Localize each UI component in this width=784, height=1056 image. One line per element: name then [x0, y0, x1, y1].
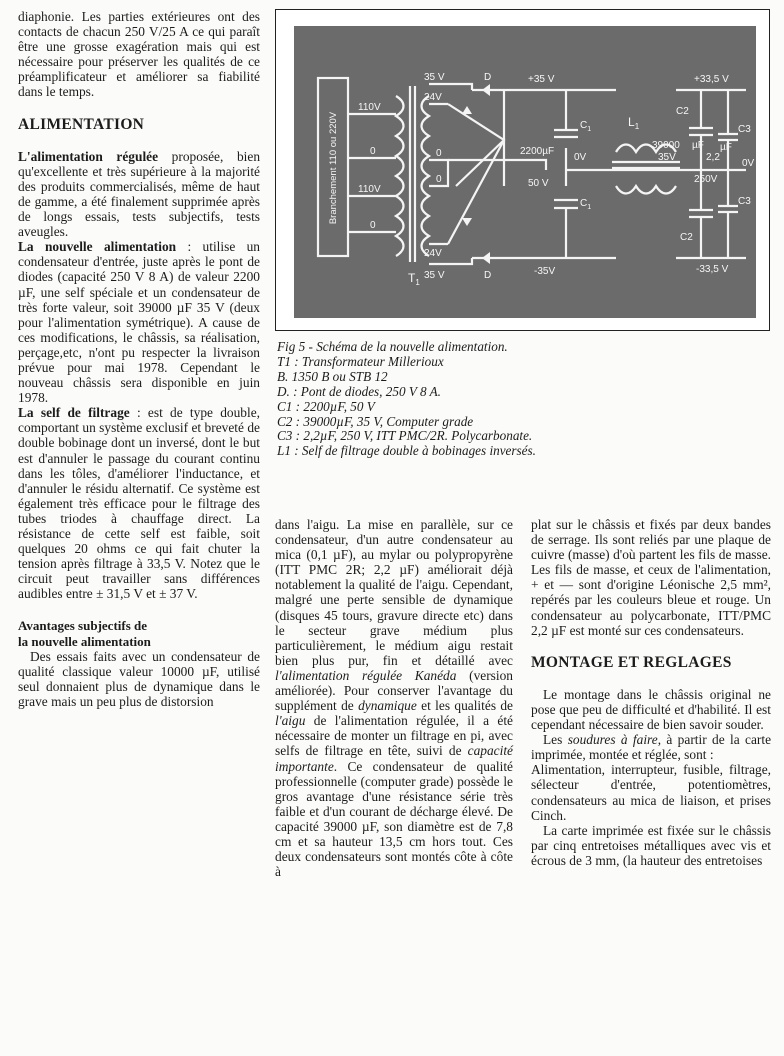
schematic-drawing [276, 10, 768, 329]
power-supply-schematic [275, 9, 770, 331]
label-35v: 35V [658, 152, 676, 163]
legend-line: C2 : 39000µF, 35 V, Computer grade [277, 413, 474, 429]
legend-title: Fig 5 - Schéma de la nouvelle alimentation. [277, 339, 508, 354]
label-0v: 0V [574, 152, 587, 163]
label-diode: D [484, 270, 492, 281]
sub-heading: Avantages subjectifs de la nouvelle alimentation [18, 618, 151, 649]
section-heading-alimentation: ALIMENTATION [18, 115, 145, 133]
text-column-right [531, 517, 771, 868]
paragraph: dans l'aigu. La mise en parallèle, sur ce condensateur, d'un autre condensateur au mica (0,1 µF), au mylar ou polypropyrène (ITT PMC 2R; 2,2 µF) améliorait déjà notablement la qualité de l'aigu. Cependant, malgré une perte sensible de dynamique (disques 45 tours, gravure directe etc) dans le secteur grave médium plus particulièrement, le médium aigu restait bien plus pur, fin et détaillé avec l'alimentation régulée Kanéda (version améliorée). Pour conserver l'avantage du supplément de dynamique et les qualités de l'aigu de l'alimentation régulée, il a été nécessaire de monter un filtrage en pi, avec selfs de filtrage en tête, suivi de capacité importante. Ce condensateur de qualité professionnelle (computer grade) possède le gros avantage d'une résistance série très faible et d'un courant de décharge élevé. De capacité 39000 µF, son diamètre est de 7,8 cm et sa hauteur 13,5 cm hors tout. Ces deux condensateurs sont montés côte à côte à [275, 517, 514, 880]
label-35v-top: 35 V [424, 72, 445, 83]
label-39000-unit: µF [692, 140, 704, 151]
label-c2: C2 [676, 106, 689, 117]
text-column-middle [275, 517, 513, 879]
label-plus35: +35 V [528, 74, 555, 85]
paragraph: diaphonie. Les parties extérieures ont des contacts de chacun 250 V/25 A ce qui paraît être une grosse exagération mais qui est nécessaire pour préserver les qualités de ce préamplificateur et améliorer sa fiabilité dans le temps. [18, 9, 260, 100]
legend-line: C1 : 2200µF, 50 V [277, 398, 375, 414]
label-24v-bottom: 24V [424, 248, 442, 259]
lead-term: La nouvelle alimentation [18, 239, 177, 255]
label-zero: 0 [436, 148, 442, 159]
paragraph: L'alimentation régulée proposée, bien qu'excellente et très supérieure à la majorité des produits commercialisés, même de haut de gamme, a été finalement supprimée après de longs essais, tests subjectifs, tests aveugles. [18, 148, 261, 240]
legend-line: C3 : 2,2µF, 250 V, ITT PMC/2R. Polycarbonate. [277, 428, 533, 444]
legend-line: D. : Pont de diodes, 250 V 8 A. [277, 383, 441, 399]
paragraph: plat sur le châssis et fixés par deux bandes de serrage. Ils sont reliés par une plaque de cuivre (masse) d'où partent les fils de masse. Les fils de masse, et ceux de l'alimentation, + et — sont d'origine Léonische 2,5 mm², repérés par les couleurs bleue et rouge. Un condensateur au polycarbonate, ITT/PMC 2,2 µF est monté sur ces condensateurs. [531, 517, 771, 638]
label-50v: 50 V [528, 178, 549, 189]
section-heading-montage: MONTAGE ET REGLAGES [531, 653, 732, 671]
label-35v-bottom: 35 V [424, 270, 445, 281]
schematic-panel [294, 26, 756, 318]
label-c1: $C_1$ [580, 198, 592, 211]
label-39000: 39000 [652, 140, 680, 151]
paragraph: La self de filtrage : est de type double, comportant un système exclusif et breveté de double bobinage dont un inversé, dont le but est d'annuler le passage du courant continu dans les tôles, d'améliorer l'inductance, et d'annuler le résidu alternatif. Ce système est également très efficace pour le filtrage des tubes triodes à chauffage direct. La résistance de cette self est faible, soit quelques 20 ohms ce qui fait chuter la tension après filtrage à 33,5 V. Notez que le circuit peut travailler sans différences audibles entre ± 31,5 V et ± 37 V. [18, 405, 261, 602]
label-diode: D [484, 72, 492, 83]
paragraph: Alimentation, interrupteur, fusible, filtrage, sélecteur d'entrée, potentiomètres, condensateurs au mica de liaison, et prises Cinch. [531, 762, 771, 823]
figure-legend [277, 340, 772, 459]
mains-label: Branchement 110 ou 220V [328, 111, 339, 225]
label-zero: 0 [370, 146, 376, 157]
lead-term: L'alimentation régulée [18, 148, 159, 164]
label-l1: $L_1$ [628, 115, 640, 131]
label-zero: 0 [436, 174, 442, 185]
label-2-2: 2,2 [706, 152, 720, 163]
label-250v: 250V [694, 174, 718, 185]
paragraph: Des essais faits avec un condensateur de qualité classique valeur 10000 µF, utilisé seul donnaient plus de dynamique dans le grave mais un peu plus de distorsion [18, 648, 260, 709]
label-24v-top: 24V [424, 92, 442, 103]
label-2-2-unit: µF [720, 142, 732, 153]
label-plus335: +33,5 V [694, 74, 729, 85]
label-c1: $C_1$ [580, 120, 592, 133]
label-t1: $T_1$ [408, 271, 420, 287]
label-110v-bottom: 110V [358, 184, 381, 195]
paragraph: Le montage dans le châssis original ne pose que peu de difficulté et d'habilité. Il est cependant nécessaire de bien savoir souder. [531, 686, 771, 733]
label-2200: 2200µF [520, 146, 555, 157]
legend-line: T1 : Transformateur Millerioux [277, 353, 444, 369]
paragraph: Les soudures à faire, à partir de la carte imprimée, montée et réglée, sont : [531, 732, 772, 763]
legend-line: L1 : Self de filtrage double à bobinages inversés. [277, 443, 536, 459]
label-minus335: -33,5 V [696, 264, 729, 275]
text-column-left [18, 9, 260, 709]
paragraph: La carte imprimée est fixée sur le châssis par cinq entretoises métalliques avec vis et écrous de 3 mm, (la hauteur des entretoises [531, 822, 771, 868]
label-zero: 0 [370, 220, 376, 231]
label-0v-out: 0V [742, 158, 755, 169]
label-c3: C3 [738, 124, 751, 135]
label-minus35: -35V [534, 266, 556, 277]
paragraph: La nouvelle alimentation : utilise un condensateur d'entrée, juste après le pont de diodes (capacité 250 V 8 A) de valeur 2200 µF, une self spéciale et un condensateur de très forte valeur, soit 39000 µF 35 V (deux pour l'alimentation symétrique). A cause de ces modifications, le châssis, sa réalisation, perçage,etc, n'ont pu respecter la livraison prévue pour mai 1978. Cependant le nouveau châssis sera disponible en juin 1978. [18, 239, 261, 406]
label-c2: C2 [680, 232, 693, 243]
label-110v-top: 110V [358, 102, 381, 113]
label-c3: C3 [738, 196, 751, 207]
legend-line: B. 1350 B ou STB 12 [277, 368, 388, 384]
lead-term: La self de filtrage [18, 405, 130, 421]
